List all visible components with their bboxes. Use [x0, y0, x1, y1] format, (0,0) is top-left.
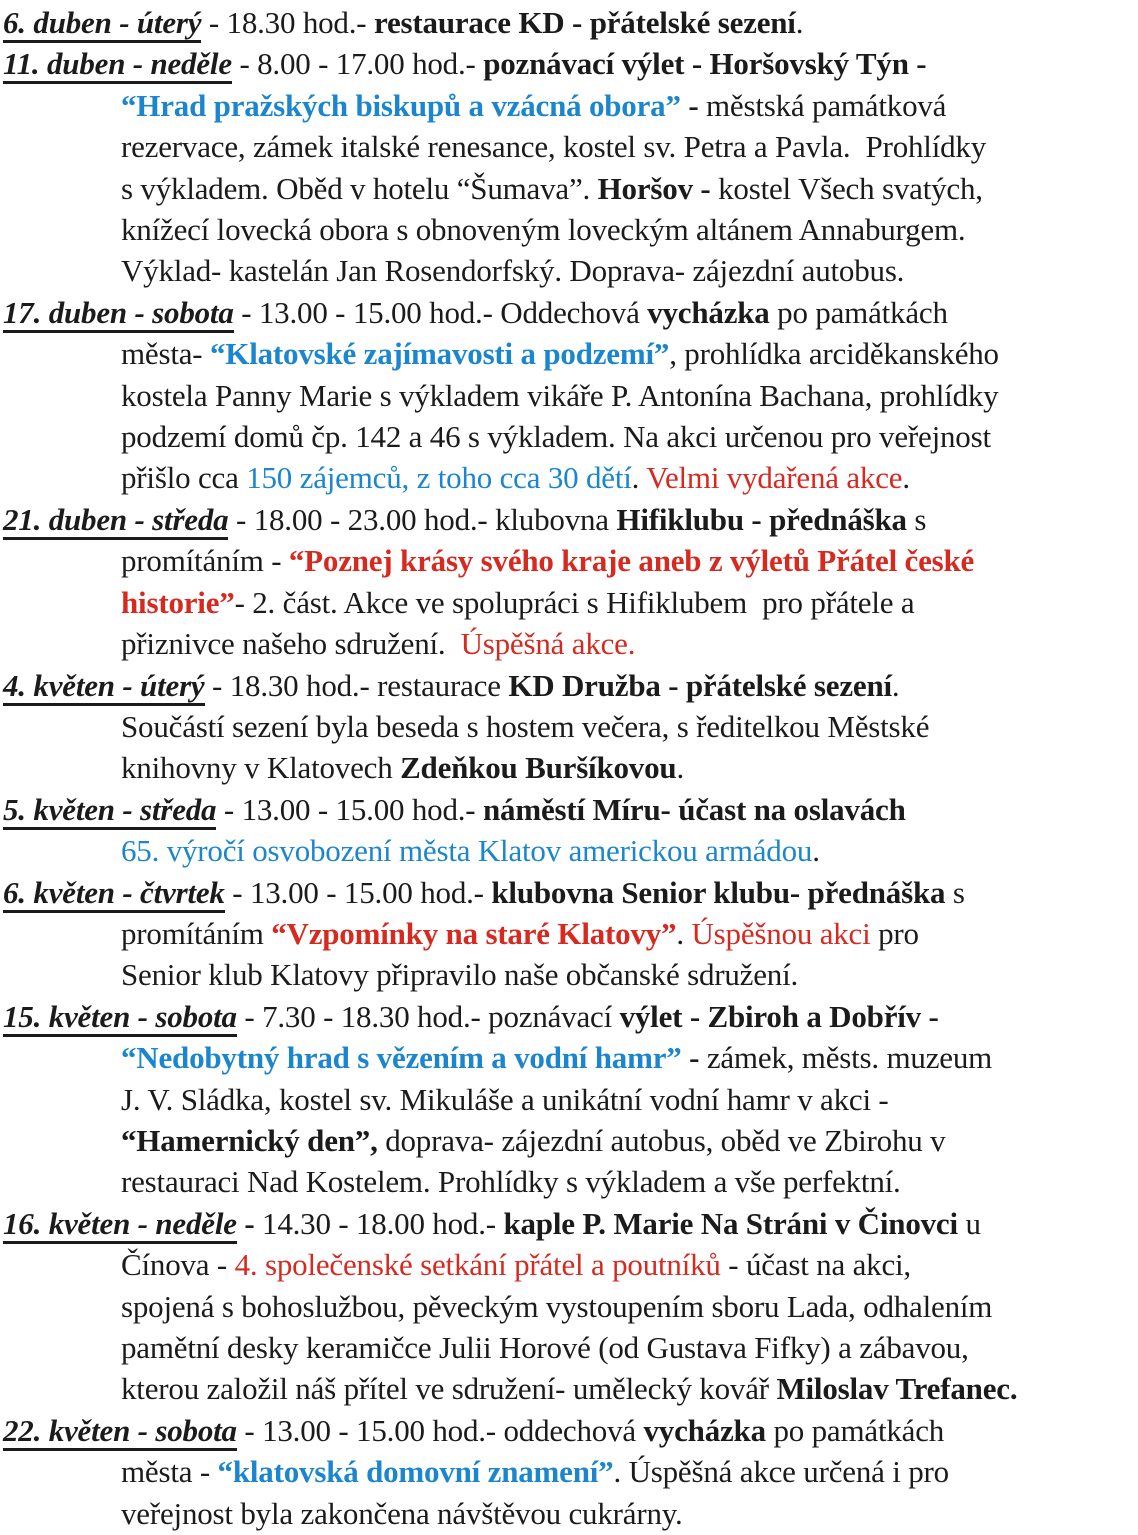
event-entry — [3, 292, 1136, 499]
event-line-continuation — [3, 623, 1136, 664]
event-date: 6. květen - čtvrtek — [3, 875, 225, 913]
event-date: 11. duben - neděle — [3, 46, 232, 84]
event-line-continuation — [3, 416, 1136, 457]
text-segment: . Úspěšná akce určená i pro — [613, 1454, 949, 1490]
text-segment: s — [945, 874, 965, 910]
text-segment: - — [680, 87, 707, 123]
event-entry — [3, 665, 1136, 789]
text-segment: Velmi vydařená akce — [646, 460, 903, 496]
text-segment: výlet - Zbiroh a Dobřív - — [619, 998, 939, 1034]
text-segment: vycházka — [643, 1412, 766, 1448]
text-segment: klubovna Senior klubu- přednáška — [491, 874, 946, 910]
text-segment: promítáním — [121, 915, 272, 951]
event-line-continuation — [3, 1161, 1136, 1202]
text-segment: historie” — [121, 584, 235, 620]
text-segment: . — [631, 460, 647, 496]
event-line-continuation — [3, 126, 1136, 167]
text-segment: “Poznej krásy svého kraje aneb z výletů Přátel české — [288, 543, 975, 579]
text-segment: “Nedobytný hrad s vězením a vodní hamr” — [121, 1040, 682, 1076]
text-segment: . — [795, 5, 804, 40]
text-segment: . — [676, 915, 692, 951]
text-segment: - 13.00 - 15.00 hod.- oddechová — [236, 1412, 644, 1448]
text-segment: Výklad- kastelán Jan Rosendorfský. Doprava- zájezdní autobus. — [121, 253, 905, 289]
event-line-continuation — [3, 250, 1136, 291]
event-line-continuation — [3, 333, 1136, 374]
event-date: 17. duben - sobota — [3, 295, 234, 333]
event-line-continuation — [3, 540, 1136, 581]
event-line-start — [3, 1203, 1136, 1244]
text-segment: “Vzpomínky na staré Klatovy” — [271, 915, 677, 951]
event-line-start — [3, 2, 1136, 43]
text-segment: města - — [121, 1454, 218, 1490]
event-line-continuation — [3, 747, 1136, 788]
event-date: 6. duben - úterý — [3, 5, 201, 43]
text-segment: Miloslav Trefanec. — [776, 1371, 1018, 1407]
event-line-start — [3, 499, 1136, 540]
text-segment: doprava- zájezdní autobus, oběd ve Zbirohu v — [377, 1122, 946, 1158]
event-line-continuation — [3, 706, 1136, 747]
text-segment: - 7.30 - 18.30 hod.- poznávací — [236, 998, 620, 1034]
text-segment: - — [236, 1205, 255, 1241]
text-segment: - 13.00 - 15.00 hod.- — [216, 791, 483, 827]
event-line-start — [3, 1410, 1136, 1451]
text-segment: vycházka — [647, 294, 770, 330]
text-segment: pro — [870, 915, 919, 951]
text-segment: - 18.30 hod.- restaurace — [204, 667, 509, 703]
text-segment: pamětní desky keramičce Julii Horové (od Gustava Fifky) a zábavou, — [121, 1330, 969, 1365]
text-segment: města- — [121, 336, 210, 372]
text-segment: - 18.00 - 23.00 hod.- klubovna — [228, 501, 617, 537]
event-entry — [3, 1203, 1136, 1410]
event-line-continuation — [3, 1244, 1136, 1285]
text-segment: - 13.00 - 15.00 hod.- Oddechová — [233, 294, 648, 330]
text-segment: Senior klub Klatovy připravilo naše občanské sdružení. — [121, 957, 799, 993]
text-segment: veřejnost byla zakončena návštěvou cukrárny. — [121, 1495, 683, 1531]
event-entry — [3, 872, 1136, 996]
event-date: 21. duben - středa — [3, 502, 228, 540]
text-segment: po památkách — [769, 294, 948, 330]
text-segment: po památkách — [765, 1412, 945, 1448]
event-entry — [3, 996, 1136, 1203]
text-segment: poznávací výlet - Horšovský Týn - — [483, 46, 927, 82]
text-segment: 14.30 - 18.00 hod.- — [254, 1205, 504, 1241]
text-segment: 65. výročí osvobození města Klatov americkou armádou — [121, 833, 813, 869]
event-date: 5. květen - středa — [3, 792, 216, 830]
text-segment: - účast na akci, — [720, 1247, 911, 1283]
text-segment: - — [681, 1040, 707, 1076]
event-line-start — [3, 292, 1136, 333]
event-date: 22. květen - sobota — [3, 1413, 237, 1451]
event-line-continuation — [3, 1368, 1136, 1409]
text-segment: - 2. část. Akce ve spolupráci s Hifiklubem pro přátele a — [234, 584, 915, 620]
text-segment: zámek, městs. muzeum — [706, 1040, 993, 1076]
text-segment: . — [891, 667, 900, 703]
text-segment: u — [957, 1205, 981, 1241]
text-segment: knížecí lovecká obora s obnoveným loveckým altánem Annaburgem. — [121, 212, 966, 248]
text-segment: J. V. Sládka, kostel sv. Mikuláše a unikátní vodní hamr v akci - — [121, 1081, 889, 1117]
event-line-continuation — [3, 1451, 1136, 1492]
text-segment: KD Družba - přátelské sezení — [508, 667, 892, 703]
event-line-continuation — [3, 1286, 1136, 1327]
text-segment: - 8.00 - 17.00 hod.- — [231, 46, 484, 82]
text-segment: “klatovská domovní znamení” — [217, 1454, 614, 1490]
text-segment: 4. společenské setkání přátel a poutníků — [234, 1247, 721, 1283]
text-segment: promítáním - — [121, 543, 289, 579]
text-segment: rezervace, zámek italské renesance, kostel sv. Petra a Pavla. Prohlídky — [121, 129, 987, 165]
text-segment: - 13.00 - 15.00 hod.- — [224, 874, 492, 910]
event-line-continuation — [3, 954, 1136, 995]
text-segment: Hifiklubu - přednáška — [616, 501, 907, 537]
text-segment: spojená s bohoslužbou, pěveckým vystoupením sboru Lada, odhalením — [121, 1288, 993, 1324]
event-line-start — [3, 789, 1136, 830]
text-segment: . — [676, 750, 685, 786]
text-segment: Součástí sezení byla beseda s hostem večera, s ředitelkou Městské — [121, 708, 930, 744]
text-segment: 150 zájemců, z toho cca 30 dětí — [246, 460, 632, 496]
text-segment: . — [902, 460, 910, 496]
event-entry — [3, 43, 1136, 291]
event-line-continuation — [3, 1327, 1136, 1368]
text-segment: Zdeňkou Buršíkovou — [400, 750, 677, 786]
text-segment: kaple P. Marie Na Stráni v Činovci — [503, 1205, 958, 1241]
event-line-continuation — [3, 168, 1136, 209]
text-segment: restauraci Nad Kostelem. Prohlídky s výkladem a vše perfektní. — [121, 1164, 901, 1200]
event-line-continuation — [3, 1120, 1136, 1161]
text-segment: s — [906, 501, 927, 537]
event-date: 16. květen - neděle — [3, 1206, 237, 1244]
text-segment: . — [812, 833, 820, 869]
text-segment: kostela Panny Marie s výkladem vikáře P. Antonína Bachana, prohlídky — [121, 377, 999, 413]
text-segment: přiznivce našeho sdružení. — [121, 626, 461, 662]
text-segment: Čínova - — [121, 1247, 235, 1283]
event-line-continuation — [3, 582, 1136, 623]
event-line-start — [3, 43, 1136, 84]
event-date: 4. květen - úterý — [3, 668, 205, 706]
event-line-start — [3, 665, 1136, 706]
event-line-start — [3, 872, 1136, 913]
event-line-start — [3, 996, 1136, 1037]
text-segment: , prohlídka arciděkanského — [669, 336, 999, 372]
text-segment: podzemí domů čp. 142 a 46 s výkladem. Na akci určenou pro veřejnost — [121, 419, 991, 455]
event-line-continuation — [3, 913, 1136, 954]
text-segment: Úspěšnou akci — [691, 915, 871, 951]
text-segment: Horšov - — [597, 170, 719, 206]
text-segment: Úspěšná akce. — [460, 626, 636, 662]
event-line-continuation — [3, 1493, 1136, 1534]
event-entry — [3, 789, 1136, 872]
text-segment: “Hamernický den”, — [121, 1122, 378, 1158]
event-entry — [3, 1410, 1136, 1534]
event-entry — [3, 499, 1136, 665]
text-segment: kostel Všech svatých, — [718, 170, 983, 206]
event-line-continuation — [3, 457, 1136, 498]
text-segment: náměstí Míru- účast na oslavách — [482, 791, 906, 827]
text-segment: kterou založil náš přítel ve sdružení- umělecký kovář — [121, 1371, 777, 1407]
event-line-continuation — [3, 830, 1136, 871]
event-line-continuation — [3, 85, 1136, 126]
text-segment: “Hrad pražských biskupů a vzácná obora” — [121, 87, 681, 123]
text-segment: s výkladem. Oběd v hotelu “Šumava”. — [121, 170, 598, 206]
event-line-continuation — [3, 209, 1136, 250]
event-line-continuation — [3, 375, 1136, 416]
text-segment: “Klatovské zajímavosti a podzemí” — [209, 336, 670, 372]
text-segment: - 18.30 hod.- — [201, 5, 374, 40]
text-segment: knihovny v Klatovech — [121, 750, 401, 786]
text-segment: přišlo cca — [121, 460, 247, 496]
text-segment: městská památková — [706, 87, 947, 123]
text-segment: restaurace KD - přátelské sezení — [373, 5, 796, 40]
event-line-continuation — [3, 1037, 1136, 1078]
event-line-continuation — [3, 1079, 1136, 1120]
event-entry — [3, 2, 1136, 43]
event-date: 15. květen - sobota — [3, 999, 237, 1037]
